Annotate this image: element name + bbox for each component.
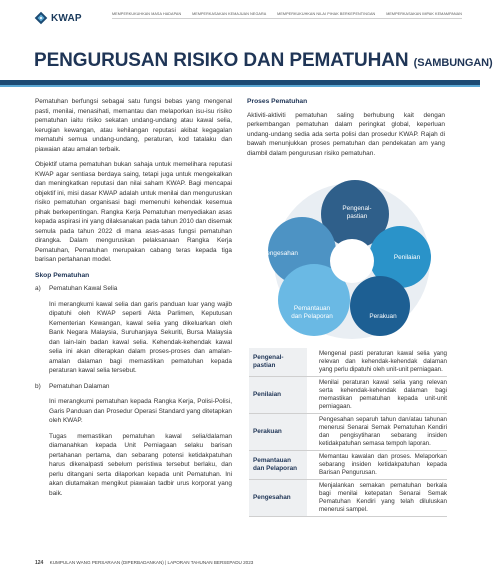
title-band-accent — [0, 85, 480, 87]
left-column — [35, 97, 232, 504]
cycle-segment-perakuan — [350, 276, 410, 336]
page-footer — [35, 560, 253, 566]
table-row — [249, 451, 447, 480]
header — [0, 0, 480, 36]
table-value: Pengesahan separuh tahun dan/atau tahunan menerusi Senarai Semak Pematuhan Kendiri dan pengisytiharan sebarang insiden ketidakpatuhan semasa tempoh laporan. — [307, 414, 447, 451]
footer-text: KUMPULAN WANG PERSARAAN (DIPERBADANKAN) | LAPORAN TAHUNAN BERSEPADU 2023 — [49, 560, 254, 565]
item-b-text-2: Tugas memastikan pematuhan kawal selia/dalaman diamanahkan kepada Unit Perniagaan selaku barisan pertahanan pertama, dan sebarang potensi ketidakpatuhan harus dikenalpasti sebelum peristiwa tersebut berlaku, dan perlu ditangani serta dilaporkan kepada unit Pematuhan. Ini akan diutamakan mengikut piawaian tadbir urus korporat yang baik. — [49, 432, 232, 497]
item-a-heading — [35, 284, 232, 294]
proses-heading: Proses Pematuhan — [247, 98, 308, 105]
table-key: Penilaian — [249, 377, 307, 414]
proses-intro: Aktiviti-aktiviti pematuhan saling berhubung kait dengan perkembangan pematuhan dalam peringkat global, keperluan undang-undang sedia ada serta polisi dan prosedur KWAP. Rajah di bawah menunjukkan proses pematuhan dan pendekatan am yang diambil dalam pengurusan risiko pematuhan. — [247, 111, 445, 157]
item-a-title: Pematuhan Kawal Selia — [49, 285, 118, 292]
item-b-letter: b) — [35, 382, 41, 390]
table-key: Perakuan — [249, 414, 307, 451]
item-b-heading — [35, 382, 232, 392]
nav-item-masa-hadapan[interactable]: MEMPERKUKUHKAN MASA HADAPAN — [112, 12, 182, 16]
page-title-sub: (SAMBUNGAN) — [413, 57, 493, 69]
item-a-letter: a) — [35, 285, 41, 292]
table-row — [249, 377, 447, 414]
table-key — [249, 348, 307, 377]
nav-item-impak-kemampanan[interactable]: MEMPERKASAKAN IMPAK KEMAMPANAN — [386, 12, 462, 16]
compliance-cycle-diagram — [252, 178, 452, 343]
page-title — [34, 50, 493, 72]
page-number: 124 — [35, 560, 44, 566]
process-table — [249, 348, 447, 517]
table-row — [249, 414, 447, 451]
nav-item-kemajuan-negara[interactable]: MEMPERKASAKAN KEMAJUAN NEGARA — [192, 12, 267, 16]
cycle-label-pemantauan-2: dan Pelaporan — [291, 313, 333, 320]
right-column — [247, 97, 445, 158]
paragraph-objective: Objektif utama pematuhan bukan sahaja untuk memelihara reputasi KWAP agar sentiasa berdaya saing, tetapi juga untuk mengekalkan dan meningkatkan reputasi dan nilai saham KWAP. Bagi mencapai objektif ini, misi dasar KWAP adalah untuk menilai dan menguruskan risiko pematuhan organisasi bagi memenuhi kehendak kesemua pihak berkepentingan. Rangka Kerja Pematuhan menyediakan asas kepada aspirasi ini yang dilaksanakan pada tahun 2010 dan disemak semula pada tahun 2022 di mana asas-asas fungsi pematuhan dirangka. Dalam menguruskan pelaksanaan Rangka Kerja Pematuhan, Pematuhan merupakan cabang teras kepada tiga barisan pertahanan model. — [35, 161, 232, 263]
cycle-label-perakuan: Perakuan — [369, 313, 397, 320]
kwap-logo-icon — [34, 11, 48, 25]
table-row — [249, 348, 447, 377]
cycle-label-penilaian: Penilaian — [393, 254, 421, 261]
table-key: Pengesahan — [249, 480, 307, 517]
top-nav — [112, 12, 462, 16]
nav-item-pihak-berkepentingan[interactable]: MEMPERKUKUHKAN NILAI PIHAK BERKEPENTINGAN — [277, 12, 376, 16]
page-title-main: PENGURUSAN RISIKO DAN PEMATUHAN — [34, 50, 409, 71]
item-b-text-1: Ini merangkumi pematuhan kepada Rangka Kerja, Polisi-Polisi, Garis Panduan dan Prosedur Operasi Standard yang ditetapkan oleh KWAP. — [49, 398, 232, 424]
logo-text: KWAP — [51, 12, 82, 24]
nav-divider — [112, 18, 462, 19]
kwap-logo[interactable] — [34, 11, 82, 25]
table-row — [249, 480, 447, 517]
item-a-text: Ini merangkumi kawal selia dan garis panduan luar yang wajib dipatuhi oleh KWAP seperti Akta Parlimen, Keputusan Kementerian Kewangan, kawal selia yang dikeluarkan oleh Bank Negara Malaysia, Suruhanjaya Sekuriti, Bursa Malaysia dan lain-lain badan kawal selia. Kehendak-kehendak kawal selia ini akan diterapkan dalam proses-proses dan amalan-amalan dalaman bagi memastikan pematuhan kepada peraturan kawal selia tersebut. — [49, 300, 232, 374]
paragraph-intro: Pematuhan berfungsi sebagai satu fungsi bebas yang mengenal pasti, menilai, menasihati, memantau dan melaporkan isu-isu risiko pematuhan iaitu risiko sekatan undang-undang atau kawal selia, kerugian kewangan, atau kehilangan reputasi akibat kegagalan mematuhi semua undang-undang, peraturan, kod tatalaku dan piawaian atau amalan terbaik. — [35, 98, 232, 153]
cycle-label-pengesahan: Pengesahan — [262, 250, 298, 257]
cycle-label-pengenalpastian-2: pastian — [346, 213, 368, 220]
table-value: Menilai peraturan kawal selia yang relevan serta kehendak-kehendak dalaman bagi memastikan pematuhan kepada unit-unit perniagaan. — [307, 377, 447, 414]
table-key-text: Pengenal-pastian — [253, 354, 284, 369]
table-value: Memantau kawalan dan proses. Melaporkan sebarang insiden ketidakpatuhan kepada Barisan Pengurusan. — [307, 451, 447, 480]
cycle-center — [330, 239, 374, 283]
item-b-title: Pematuhan Dalaman — [49, 382, 110, 390]
skop-heading: Skop Pematuhan — [35, 271, 90, 279]
table-key: Pemantauan dan Pelaporan — [249, 451, 307, 480]
table-value: Mengenal pasti peraturan kawal selia yang relevan dan kehendak-kehendak dalaman yang perlu dipatuhi oleh unit-unit perniagaan. — [307, 348, 447, 377]
cycle-label-pengenalpastian-1: Pengenal- — [342, 205, 372, 212]
cycle-label-pemantauan-1: Pemantauan — [293, 305, 331, 312]
table-value: Menjalankan semakan pematuhan berkala bagi menilai ketepatan Senarai Semak Pematuhan Kendiri yang telah diluluskan menerusi sampel. — [307, 480, 447, 517]
